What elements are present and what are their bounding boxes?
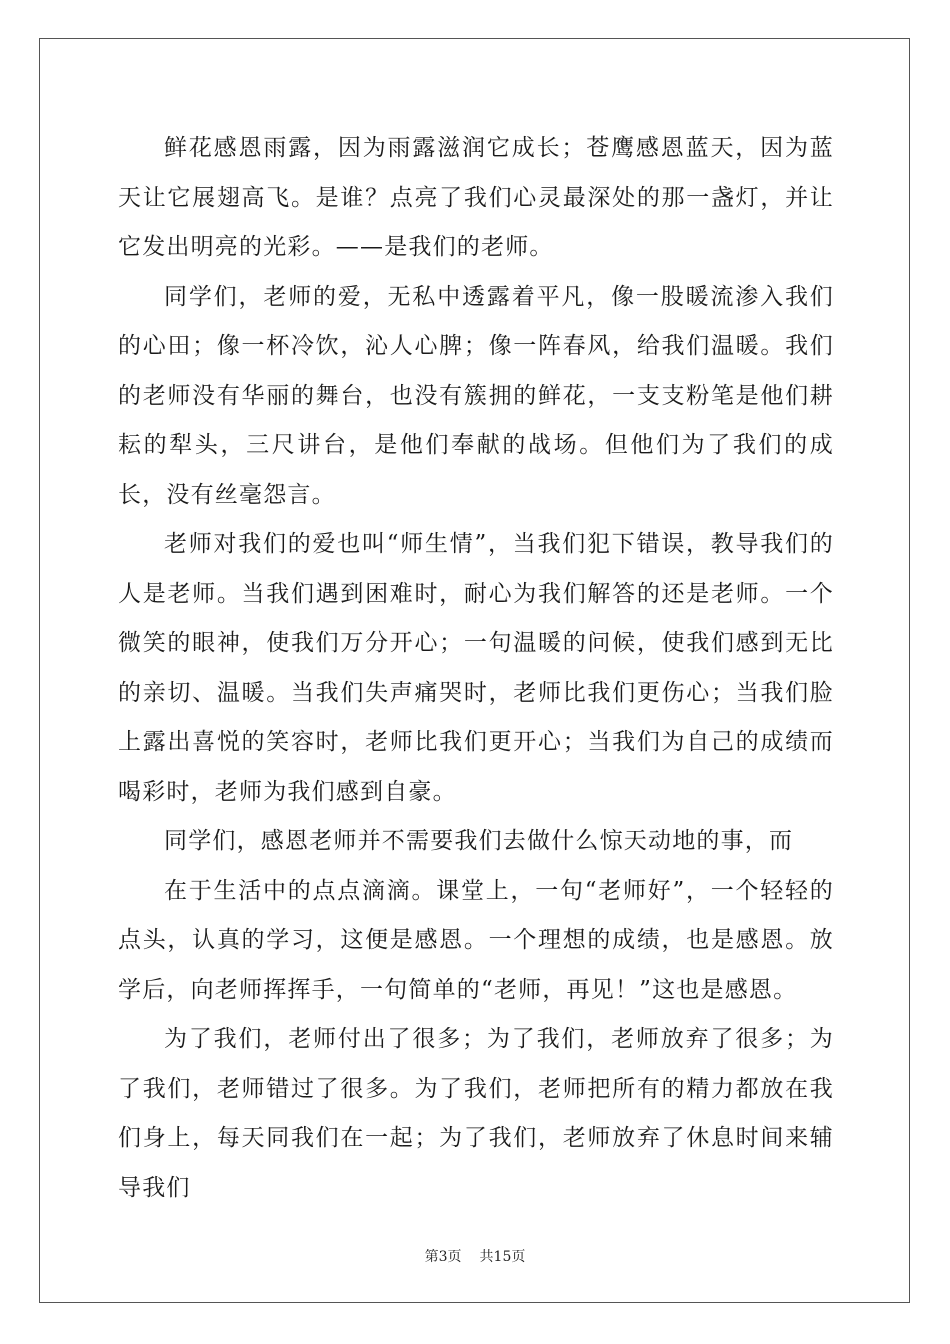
page-footer [0,1246,950,1266]
paragraph: 老师对我们的爱也叫“师生情”，当我们犯下错误，教导我们的人是老师。当我们遇到困难时，耐心为我们解答的还是老师。一个微笑的眼神，使我们万分开心；一句温暖的问候，使我们感到无比的亲切、温暖。当我们失声痛哭时，老师比我们更伤心；当我们脸上露出喜悦的笑容时，老师比我们更开心；当我们为自己的成绩而喝彩时，老师为我们感到自豪。 [118,531,834,805]
page-total: 共15页 [479,1249,526,1265]
paragraph: 为了我们，老师付出了很多；为了我们，老师放弃了很多；为了我们，老师错过了很多。为了我们，老师把所有的精力都放在我们身上，每天同我们在一起；为了我们，老师放弃了休息时间来辅导我们 [118,1026,834,1201]
document-body [118,124,834,1213]
paragraph: 在于生活中的点点滴滴。课堂上，一句“老师好”，一个轻轻的点头，认真的学习，这便是感恩。一个理想的成绩，也是感恩。放学后，向老师挥挥手，一句简单的“老师，再见！”这也是感恩。 [118,877,834,1003]
paragraph: 鲜花感恩雨露，因为雨露滋润它成长；苍鹰感恩蓝天，因为蓝天让它展翅高飞。是谁？点亮了我们心灵最深处的那一盏灯，并让它发出明亮的光彩。——是我们的老师。 [118,135,834,260]
page-number: 第3页 [424,1249,462,1265]
paragraph: 同学们，老师的爱，无私中透露着平凡，像一股暖流渗入我们的心田；像一杯冷饮，沁人心脾；像一阵春风，给我们温暖。我们的老师没有华丽的舞台，也没有簇拥的鲜花，一支支粉笔是他们耕耘的犁头，三尺讲台，是他们奉献的战场。但他们为了我们的成长，没有丝毫怨言。 [118,283,834,508]
paragraph: 同学们，感恩老师并不需要我们去做什么惊天动地的事，而 [164,828,794,854]
